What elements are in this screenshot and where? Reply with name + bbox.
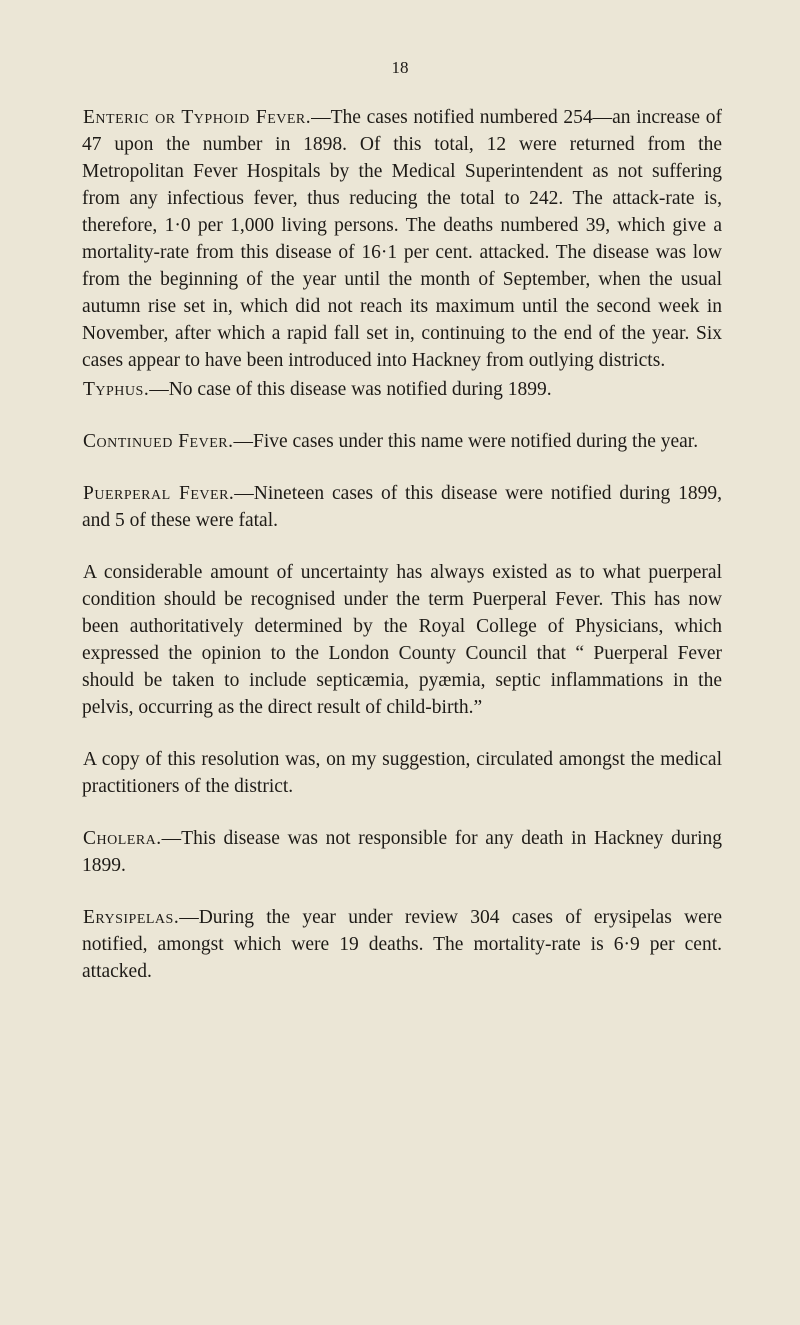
text-cholera: —This disease was not responsible for any death in Hackney during 1899. — [82, 828, 722, 876]
paragraph-enteric-fever — [82, 104, 722, 374]
paragraph-erysipelas — [82, 904, 722, 985]
heading-cholera: Cholera. — [83, 828, 162, 849]
text-typhus: —No case of this disease was notified during 1899. — [149, 379, 552, 400]
text-enteric-fever: —The cases notified numbered 254—an increase of 47 upon the number in 1898. Of this total, 12 were returned from the Metropolitan Fever Hospitals by the Medical Superintendent as not suffering from any infectious fever, thus reducing the total to 242. The attack-rate is, therefore, 1·0 per 1,000 living persons. The deaths numbered 39, which give a mortality-rate from this disease of 16·1 per cent. attacked. The disease was low from the beginning of the year until the month of September, when the usual autumn rise set in, which did not reach its maximum until the second week in November, after which a rapid fall set in, continuing to the end of the year. Six cases appear to have been introduced into Hackney from outlying districts. — [82, 107, 722, 371]
heading-typhus: Typhus. — [83, 379, 150, 400]
heading-enteric-fever: Enteric or Typhoid Fever. — [83, 107, 312, 128]
text-erysipelas: —During the year under review 304 cases of erysipelas were notified, amongst which were 19 deaths. The mortality-rate is 6·9 per cent. attacked. — [82, 907, 722, 982]
page-number: 18 — [391, 58, 409, 77]
text-puerperal-fever: —Nineteen cases of this disease were notified during 1899, and 5 of these were fatal. — [82, 483, 722, 531]
heading-erysipelas: Erysipelas. — [83, 907, 180, 928]
page-body — [82, 104, 722, 985]
text-continued-fever: —Five cases under this name were notified during the year. — [233, 431, 699, 452]
paragraph-cholera — [82, 825, 722, 879]
heading-continued-fever: Continued Fever. — [83, 431, 234, 452]
heading-puerperal-fever: Puerperal Fever. — [83, 483, 235, 504]
paragraph-resolution: A copy of this resolution was, on my suggestion, circulated amongst the medical practitioners of the district. — [82, 749, 722, 797]
paragraph-puerperal-fever — [82, 480, 722, 534]
paragraph-puerperal-definition: A considerable amount of uncertainty has always existed as to what puerperal condition should be recognised under the term Puerperal Fever. This has now been authoritatively determined by the Royal College of Physicians, which expressed the opinion to the London County Council that “ Puerperal Fever should be taken to include septicæmia, pyæmia, septic inflammations in the pelvis, occurring as the direct result of child-birth.” — [82, 562, 722, 718]
paragraph-typhus — [82, 376, 722, 403]
paragraph-continued-fever — [82, 428, 722, 455]
